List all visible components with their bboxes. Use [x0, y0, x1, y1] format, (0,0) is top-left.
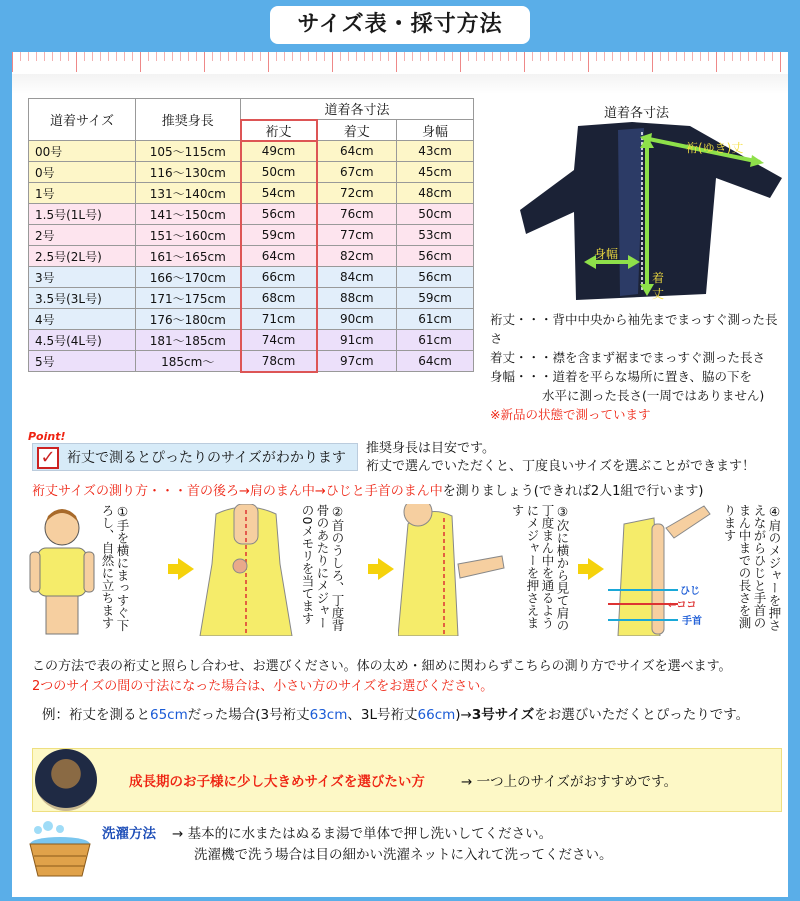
growth-text: 成長期のお子様に少し大きめサイズを選びたい方 — [129, 774, 425, 790]
cell-kitake: 90cm — [317, 309, 397, 330]
cell-yuki: 66cm — [241, 267, 317, 288]
cell-mihaba: 48cm — [397, 183, 474, 204]
cell-height: 166～170cm — [136, 267, 241, 288]
cell-yuki: 54cm — [241, 183, 317, 204]
step1-illustration — [28, 504, 98, 636]
cell-yuki: 74cm — [241, 330, 317, 351]
cell-height: 116～130cm — [136, 162, 241, 183]
point-text: 裄丈で測るとぴったりのサイズがわかります — [67, 450, 346, 466]
example-result: 3号サイズ — [471, 707, 535, 723]
step3-illustration — [398, 504, 506, 636]
label-kitake-1: 着 — [652, 271, 665, 285]
label-hiji: ひじ — [680, 586, 700, 597]
cell-mihaba: 45cm — [397, 162, 474, 183]
cell-kitake: 72cm — [317, 183, 397, 204]
cell-height: 181～185cm — [136, 330, 241, 351]
example-measured: 65cm — [150, 707, 188, 723]
step2-illustration — [196, 504, 296, 636]
cell-size: 4.5号(4L号) — [29, 330, 136, 351]
guide-text — [366, 440, 755, 476]
example-mid3: )→ — [455, 707, 472, 723]
col-kitake-header: 着丈 — [317, 120, 397, 141]
table-row — [29, 351, 474, 372]
cell-kitake: 97cm — [317, 351, 397, 372]
cell-yuki: 49cm — [241, 141, 317, 162]
note-mihaba: 身幅・・・道着を平らな場所に置き、脇の下を — [490, 369, 753, 384]
step-arrow-icon — [378, 558, 394, 580]
cell-kitake: 88cm — [317, 288, 397, 309]
measure-title-rest: を測りましょう(できれば2人1組で行います) — [442, 484, 704, 499]
table-row — [29, 162, 474, 183]
cell-height: 151～160cm — [136, 225, 241, 246]
note-new-state: ※新品の状態で測っています — [490, 407, 651, 422]
cell-yuki: 56cm — [241, 204, 317, 225]
cell-size: 5号 — [29, 351, 136, 372]
cell-size: 3.5号(3L号) — [29, 288, 136, 309]
table-row — [29, 267, 474, 288]
example-line — [42, 703, 749, 723]
label-tekubi: 手首 — [682, 616, 702, 627]
table-row — [29, 225, 474, 246]
table-row — [29, 309, 474, 330]
table-row — [29, 330, 474, 351]
check-icon: ✓ — [37, 447, 59, 469]
wash-text-2: 洗濯機で洗う場合は目の細かい洗濯ネットに入れて洗ってください。 — [194, 847, 613, 863]
diagram-title: 道着各寸法 — [604, 106, 670, 121]
step2-text: ②首のうしろ、丁度背骨のあたりにメジャーの0メモリを当てます — [300, 504, 345, 632]
ruler-marks — [12, 52, 788, 74]
cell-mihaba: 50cm — [397, 204, 474, 225]
gi-diagram — [520, 122, 784, 302]
cell-yuki: 59cm — [241, 225, 317, 246]
cell-size: 4号 — [29, 309, 136, 330]
note-line-1: この方法で表の裄丈と照らし合わせ、お選びください。体の太め・細めに関わらずこちらの測り方でサイズを選べます。 — [32, 659, 732, 674]
cell-mihaba: 43cm — [397, 141, 474, 162]
cell-kitake: 76cm — [317, 204, 397, 225]
cell-height: 105～115cm — [136, 141, 241, 162]
cell-mihaba: 56cm — [397, 267, 474, 288]
note-mihaba-2: 水平に測った長さ(一周ではありません) — [542, 388, 765, 403]
cell-kitake: 91cm — [317, 330, 397, 351]
col-height-header: 推奨身長 — [136, 99, 241, 141]
example-mid2: 、3L号裄丈 — [347, 707, 418, 723]
cell-height: 185cm～ — [136, 351, 241, 372]
label-koko: ←ココ — [668, 600, 697, 611]
table-row — [29, 246, 474, 267]
cell-yuki: 50cm — [241, 162, 317, 183]
table-row — [29, 204, 474, 225]
wash-tub-icon — [26, 820, 96, 880]
cell-size: 0号 — [29, 162, 136, 183]
note-yuki: 裄丈・・・背中中央から袖先までまっすぐ測った長さ — [490, 312, 778, 346]
step1-text: ①手を横にまっすぐ下ろし、自然に立ちます — [100, 504, 130, 632]
measure-title — [32, 480, 703, 499]
cell-yuki: 64cm — [241, 246, 317, 267]
guide-line-2: 裄丈で選んでいただくと、丁度良いサイズを選ぶことができます！ — [366, 459, 755, 474]
cell-size: 1.5号(1L号) — [29, 204, 136, 225]
page-header — [0, 0, 800, 50]
point-label: Point! — [28, 430, 66, 443]
step3-text: ③次に横から見て肩の丁度まん中を通るようにメジャーを押さえます — [510, 504, 570, 632]
measure-steps — [28, 500, 788, 640]
cell-size: 2号 — [29, 225, 136, 246]
kid-photo-icon — [35, 749, 97, 811]
cell-height: 131～140cm — [136, 183, 241, 204]
cell-mihaba: 61cm — [397, 309, 474, 330]
label-yuki: 裄(ゆき)丈 — [686, 141, 744, 155]
label-mihaba: 身幅 — [594, 247, 619, 261]
cell-height: 176～180cm — [136, 309, 241, 330]
cell-height: 141～150cm — [136, 204, 241, 225]
size-table-body — [29, 141, 474, 372]
cell-height: 161～165cm — [136, 246, 241, 267]
cell-kitake: 67cm — [317, 162, 397, 183]
cell-size: 00号 — [29, 141, 136, 162]
wash-label: 洗濯方法 — [102, 826, 156, 842]
cell-height: 171～175cm — [136, 288, 241, 309]
step-arrow-icon — [588, 558, 604, 580]
label-kitake-2: 丈 — [652, 287, 665, 301]
example-prefix: 例：裄丈を測ると — [42, 707, 150, 723]
table-row — [29, 141, 474, 162]
col-mihaba-header: 身幅 — [397, 120, 474, 141]
cell-mihaba: 64cm — [397, 351, 474, 372]
step4-text: ④肩のメジャーを押さえながらひじと手首のまん中までの長さを測ります — [722, 504, 782, 632]
example-size3l: 66cm — [417, 707, 456, 723]
size-table — [28, 98, 474, 373]
wash-text-1: → 基本的に水またはぬるま湯で単体で押し洗いしてください。 — [172, 826, 553, 842]
note-kitake: 着丈・・・襟を含まず裾までまっすぐ測った長さ — [490, 350, 766, 365]
col-group-header: 道着各寸法 — [241, 99, 474, 120]
cell-mihaba: 53cm — [397, 225, 474, 246]
cell-kitake: 77cm — [317, 225, 397, 246]
col-yuki-header: 裄丈 — [241, 120, 317, 141]
page-title: サイズ表・採寸方法 — [270, 6, 530, 44]
cell-kitake: 64cm — [317, 141, 397, 162]
cell-mihaba: 61cm — [397, 330, 474, 351]
example-mid1: だった場合(3号裄丈 — [187, 707, 310, 723]
cell-yuki: 71cm — [241, 309, 317, 330]
example-size3: 63cm — [309, 707, 348, 723]
cell-kitake: 84cm — [317, 267, 397, 288]
table-row — [29, 288, 474, 309]
table-row — [29, 183, 474, 204]
cell-mihaba: 59cm — [397, 288, 474, 309]
guide-line-1: 推奨身長は目安です。 — [366, 441, 495, 456]
example-suffix: をお選びいただくとぴったりです。 — [534, 707, 750, 723]
measure-title-red: 裄丈サイズの測り方・・・首の後ろ→肩のまん中→ひじと手首のまん中 — [32, 484, 443, 499]
cell-size: 2.5号(2L号) — [29, 246, 136, 267]
growth-box — [32, 748, 782, 812]
cell-yuki: 68cm — [241, 288, 317, 309]
cell-size: 1号 — [29, 183, 136, 204]
step-arrow-icon — [178, 558, 194, 580]
step4-illustration — [608, 504, 720, 636]
col-size-header: 道着サイズ — [29, 99, 136, 141]
note-line-2: 2つのサイズの間の寸法になった場合は、小さい方のサイズをお選びください。 — [32, 679, 494, 694]
content-panel — [12, 52, 788, 897]
point-box — [32, 443, 358, 471]
cell-mihaba: 56cm — [397, 246, 474, 267]
diagram-notes — [490, 310, 788, 424]
cell-size: 3号 — [29, 267, 136, 288]
growth-arrow-text: → 一つ上のサイズがおすすめです。 — [461, 774, 678, 790]
cell-yuki: 78cm — [241, 351, 317, 372]
cell-kitake: 82cm — [317, 246, 397, 267]
